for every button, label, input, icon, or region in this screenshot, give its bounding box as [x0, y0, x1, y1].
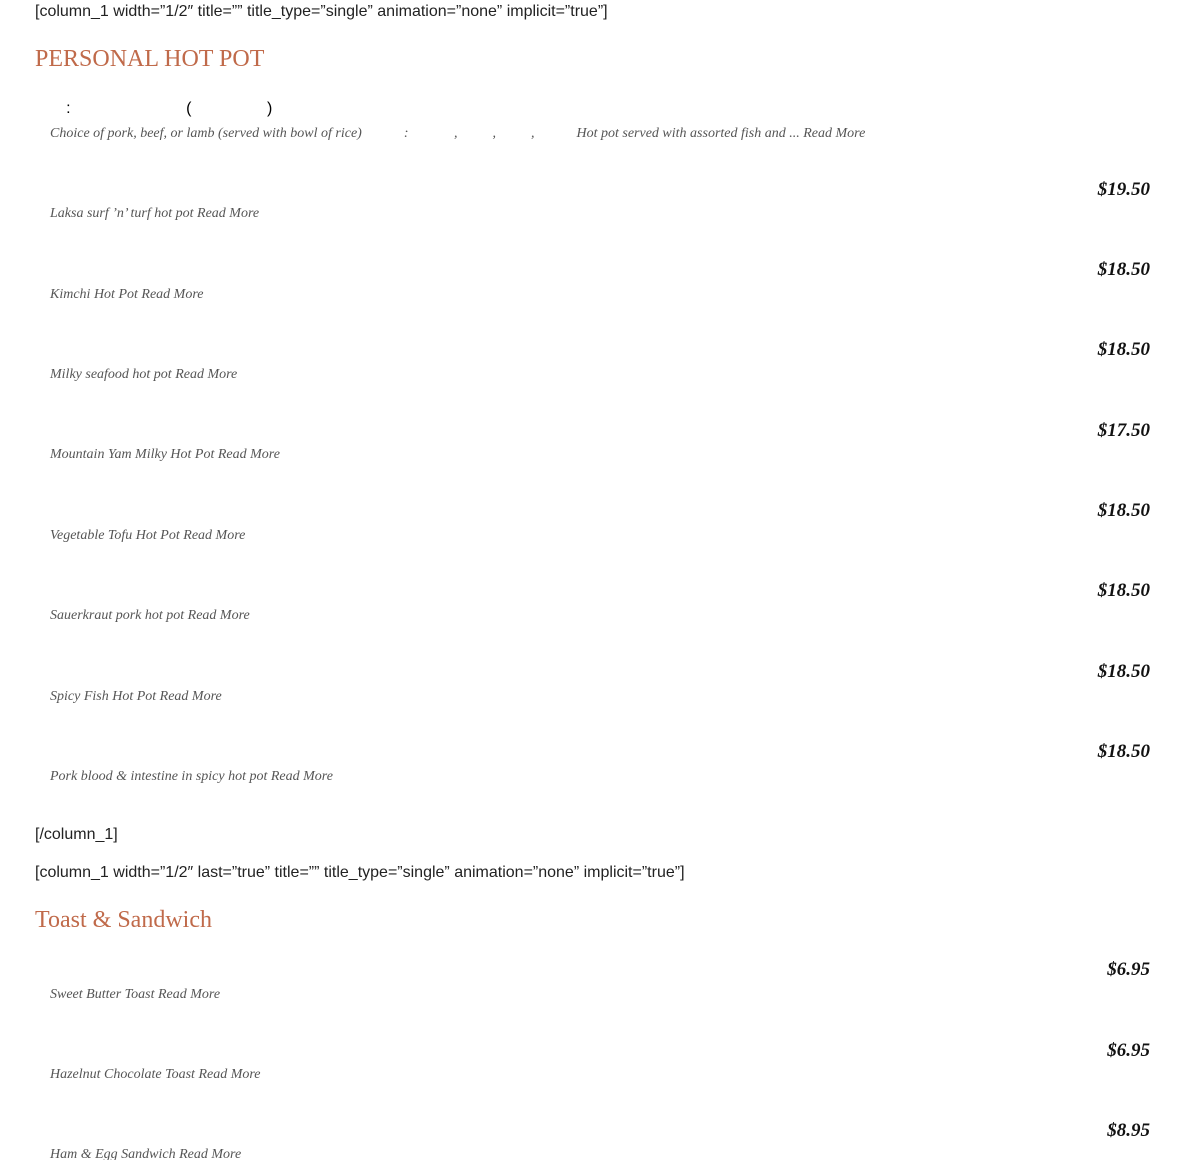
- read-more-link[interactable]: Read More: [179, 1147, 242, 1160]
- menu-item-price: $17.50: [1097, 420, 1150, 441]
- read-more-link[interactable]: Read More: [803, 126, 866, 141]
- menu-item-description: Ham & Egg Sandwich Read More: [50, 1147, 242, 1160]
- read-more-link[interactable]: Read More: [158, 987, 221, 1002]
- menu-item-price: $6.95: [1107, 1040, 1150, 1061]
- section-title-toast-sandwich: Toast & Sandwich: [35, 907, 212, 933]
- read-more-link[interactable]: Read More: [159, 689, 222, 704]
- section-title-hot-pot: PERSONAL HOT POT: [35, 46, 265, 72]
- menu-item-description: Pork blood & intestine in spicy hot pot Read More: [50, 769, 333, 784]
- menu-item-price: $18.50: [1097, 580, 1150, 601]
- menu-item-price: $18.50: [1097, 741, 1150, 762]
- menu-item-description: Kimchi Hot Pot Read More: [50, 287, 204, 302]
- menu-item-name: : ( ): [35, 100, 273, 117]
- read-more-link[interactable]: Read More: [197, 206, 260, 221]
- menu-item-price: $8.95: [1107, 1120, 1150, 1141]
- menu-item-price: $6.95: [1107, 959, 1150, 980]
- menu-item-price: $18.50: [1097, 500, 1150, 521]
- menu-item-price: $18.50: [1097, 259, 1150, 280]
- column-open-shortcode: [column_1 width=”1/2″ last=”true” title=”” title_type=”single” animation=”none” implicit=”true”]: [35, 864, 685, 881]
- read-more-link[interactable]: Read More: [183, 528, 246, 543]
- read-more-link[interactable]: Read More: [141, 287, 204, 302]
- menu-item-description: Vegetable Tofu Hot Pot Read More: [50, 528, 246, 543]
- menu-item-description: Spicy Fish Hot Pot Read More: [50, 689, 222, 704]
- read-more-link[interactable]: Read More: [175, 367, 238, 382]
- menu-item-description: Choice of pork, beef, or lamb (served with bowl of rice) : , , , Hot pot served with assorted fish and ... Read More: [50, 126, 866, 141]
- column-close-shortcode: [/column_1]: [35, 826, 118, 843]
- read-more-link[interactable]: Read More: [270, 769, 333, 784]
- menu-item-price: $19.50: [1097, 179, 1150, 200]
- read-more-link[interactable]: Read More: [187, 608, 250, 623]
- read-more-link[interactable]: Read More: [198, 1067, 261, 1082]
- read-more-link[interactable]: Read More: [217, 447, 280, 462]
- menu-item-description: Sweet Butter Toast Read More: [50, 987, 221, 1002]
- menu-item-price: $18.50: [1097, 339, 1150, 360]
- menu-item-description: Mountain Yam Milky Hot Pot Read More: [50, 447, 280, 462]
- menu-item-description: Milky seafood hot pot Read More: [50, 367, 238, 382]
- menu-item-price: $18.50: [1097, 661, 1150, 682]
- menu-item-description: Hazelnut Chocolate Toast Read More: [50, 1067, 261, 1082]
- menu-item-description: Sauerkraut pork hot pot Read More: [50, 608, 250, 623]
- column-open-shortcode: [column_1 width=”1/2″ title=”” title_type=”single” animation=”none” implicit=”true”]: [35, 3, 608, 20]
- menu-item-description: Laksa surf ’n’ turf hot pot Read More: [50, 206, 260, 221]
